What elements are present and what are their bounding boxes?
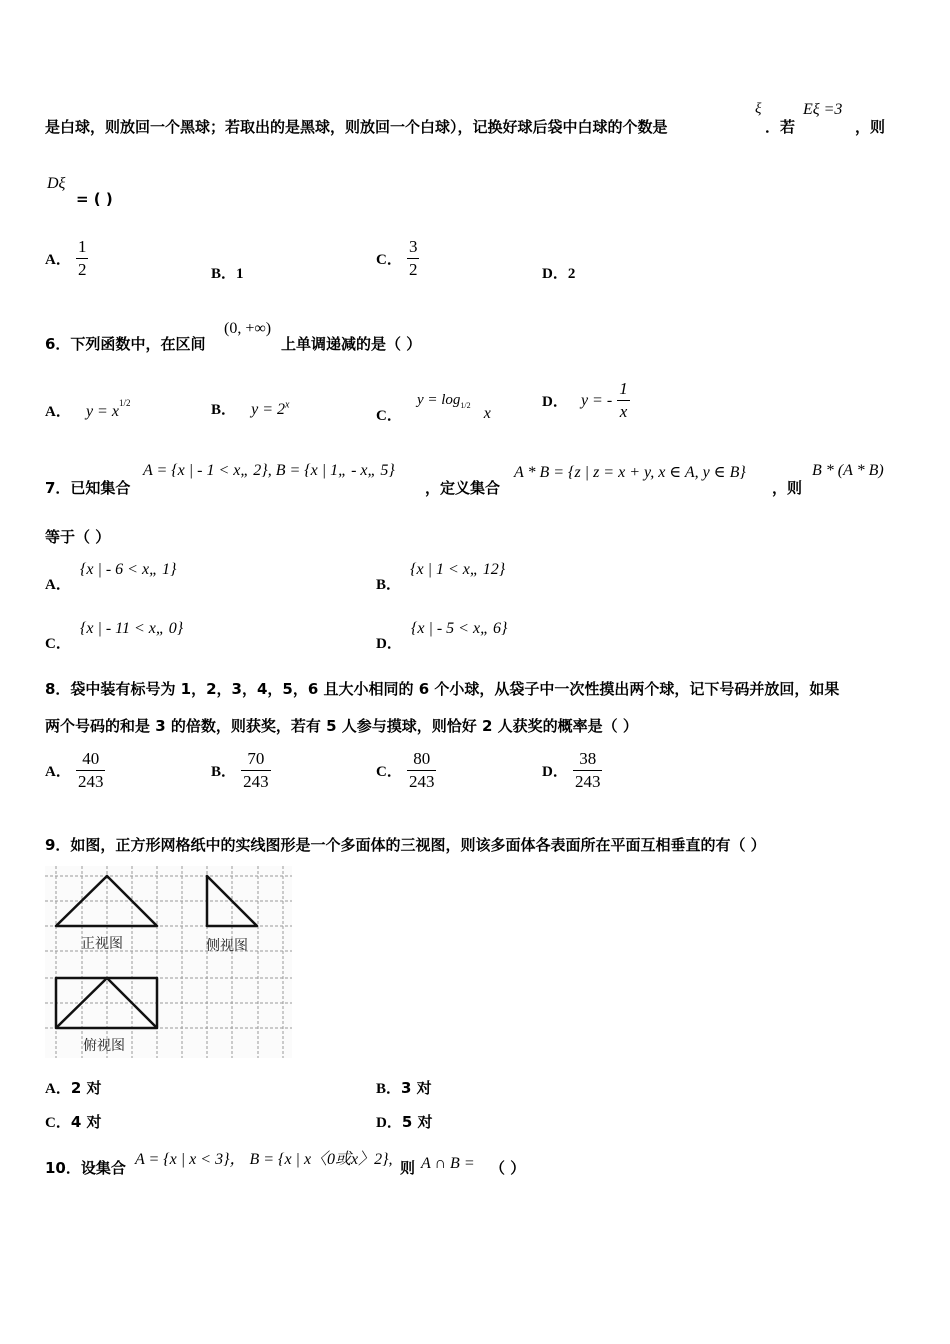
q6-stem-b: 上单调递减的是（ ） [281, 335, 422, 353]
q7-expression: B * (A * B) [812, 462, 884, 479]
q8-option-c[interactable]: C． $\frac{80}{243}$ [376, 749, 435, 791]
q5-option-a[interactable] [45, 236, 88, 281]
q7-option-c[interactable]: C． {x | - 11 < x„ 0} [45, 620, 184, 652]
q8-option-a[interactable]: A． $\frac{40}{243}$ [45, 749, 104, 791]
q10-expression: A ∩ B = [421, 1155, 475, 1172]
q9-option-d[interactable]: D．5 对 [376, 1113, 433, 1131]
q8-option-b[interactable]: B． $\frac{70}{243}$ [211, 749, 269, 791]
q8-line1: 8．袋中装有标号为 1，2，3，4，5，6 且大小相同的 6 个小球，从袋子中一次性摸出两个球，记下号码并放回，如果 [45, 680, 840, 698]
q5-ruo: ．若 [765, 118, 796, 136]
q7-sets: A = {x | - 1 < x„ 2}, B = {x | 1„ - x„ 5} [143, 462, 395, 479]
q7-stem-d: 等于（ ） [45, 528, 111, 546]
q5-ze: ，则 [855, 118, 886, 136]
q5-option-c[interactable] [376, 236, 419, 281]
q10-sets: A = {x | x < 3}， B = {x | x〈0或x〉2}, [135, 1151, 393, 1168]
q6-interval: (0, +∞) [224, 320, 272, 337]
q7-stem-a: 7．已知集合 [45, 479, 131, 497]
q5-xi: ξ [755, 101, 762, 117]
q7-option-d[interactable]: D． {x | - 5 < x„ 6} [376, 620, 508, 652]
q9-stem: 9．如图，正方形网格纸中的实线图形是一个多面体的三视图，则该多面体各表面所在平面互相垂直的有（ ） [45, 836, 766, 854]
option-label: C． [376, 252, 402, 268]
q8-line2: 两个号码的和是 3 的倍数，则获奖，若有 5 人参与摸球，则恰好 2 人获奖的概率是（ ） [45, 717, 638, 735]
q6-option-b[interactable]: B． $y = 2^x$ [211, 399, 290, 418]
q10-stem-a: 10．设集合 [45, 1159, 126, 1177]
option-label: A． [45, 252, 71, 268]
q6-option-d[interactable]: D． y = - $\frac{1}{x}$ [542, 379, 628, 421]
q10-stem-b: 则 [400, 1159, 416, 1177]
q5-line1: 是白球，则放回一个黑球；若取出的是黑球，则放回一个白球），记换好球后袋中白球的个数是 [45, 118, 668, 136]
fraction: $\frac{3}{2}$ [408, 237, 418, 279]
q9-option-b[interactable]: B．3 对 [376, 1079, 432, 1097]
q6-option-a[interactable]: A． $y = x^{1/2}$ [45, 398, 131, 420]
q6-option-c[interactable]: C． $y = \log_{1/2} x$ [376, 392, 491, 424]
q7-stem-b: ，定义集合 [425, 479, 501, 497]
q6-stem-a: 6．下列函数中，在区间 [45, 335, 206, 353]
q5-eq: = ( ) [76, 190, 113, 208]
top-view-label: 俯视图 [83, 1038, 125, 1054]
fraction: $\frac{1}{2}$ [77, 237, 87, 279]
q9-option-a[interactable]: A．2 对 [45, 1079, 102, 1097]
q8-option-d[interactable]: D． $\frac{38}{243}$ [542, 749, 601, 791]
q5-dxi: Dξ [47, 175, 66, 192]
q5-option-d[interactable]: D．2 [542, 266, 576, 282]
side-view-label: 侧视图 [206, 938, 248, 954]
three-view-figure [45, 866, 292, 1058]
q7-option-a[interactable]: A． {x | - 6 < x„ 1} [45, 561, 177, 593]
q7-option-b[interactable]: B． {x | 1 < x„ 12} [376, 561, 506, 593]
q7-definition: A * B = {z | z = x + y, x ∈ A, y ∈ B} [514, 464, 746, 481]
front-view-label: 正视图 [81, 936, 123, 952]
q5-condition: Eξ =3 [803, 101, 843, 118]
three-view-drawing [45, 866, 292, 1058]
q9-option-c[interactable]: C．4 对 [45, 1113, 102, 1131]
q5-option-b[interactable]: B．1 [211, 266, 244, 282]
q10-stem-c: （ ） [490, 1159, 526, 1177]
q7-stem-c: ，则 [772, 479, 803, 497]
